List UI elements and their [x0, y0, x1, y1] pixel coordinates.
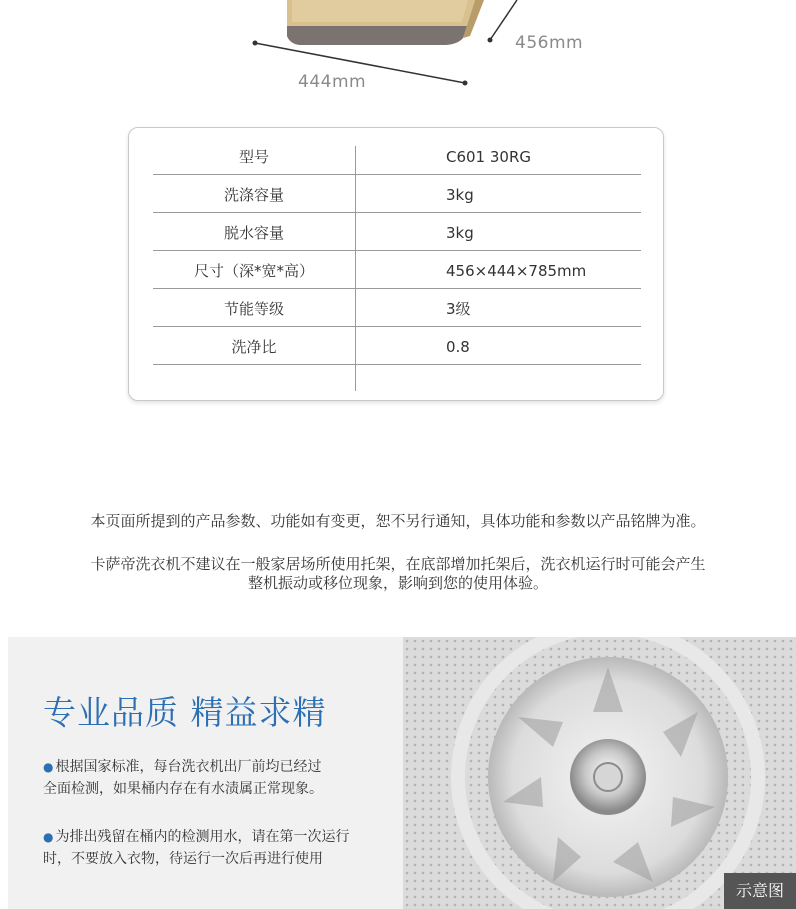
depth-line-end [488, 38, 493, 43]
bullet-text: 为排出残留在桶内的检测用水，请在第一次运行 [55, 829, 350, 845]
spec-value: 3级 [446, 300, 471, 318]
depth-line [490, 0, 517, 40]
bullet-text: 根据国家标准，每台洗衣机出厂前均已经过 [55, 759, 322, 775]
spec-key: 型号 [238, 148, 269, 166]
spec-row [153, 213, 641, 251]
bullet-item-first-run [43, 826, 423, 870]
notice-bracket-line1: 卡萨帝洗衣机不建议在一般家居场所使用托架，在底部增加托架后，洗衣机运行时可能会产生 [90, 555, 706, 573]
drum-photo [403, 637, 796, 909]
notice-bracket-warning [40, 555, 756, 593]
spec-row [153, 175, 641, 213]
spec-key: 尺寸（深*宽*高） [193, 262, 314, 280]
spec-key: 洗净比 [231, 338, 277, 356]
spec-value: 0.8 [446, 338, 470, 356]
spec-table [128, 127, 664, 401]
spec-key: 脱水容量 [223, 224, 284, 242]
spec-value: 3kg [446, 186, 474, 204]
bullet-dot-icon: ● [43, 830, 54, 844]
dimension-diagram [0, 0, 796, 110]
depth-label: 456mm [515, 33, 584, 53]
drum-illustration [403, 637, 796, 909]
washer-base [287, 26, 467, 45]
photo-caption: 示意图 [724, 873, 796, 909]
banner-title: 专业品质 精益求精 [43, 693, 327, 732]
pulsator-screw [594, 763, 622, 791]
spec-row [153, 137, 641, 175]
spec-value: C601 30RG [446, 148, 532, 166]
bullet-text: 时，不要放入衣物，待运行一次后再进行使用 [43, 851, 323, 867]
spec-row [153, 251, 641, 289]
bullet-dot-icon: ● [43, 760, 54, 774]
spec-key: 洗涤容量 [223, 186, 284, 204]
washer-dimension-illustration [0, 0, 796, 110]
spec-value: 3kg [446, 224, 474, 242]
width-line-start [253, 41, 258, 46]
quality-banner [8, 637, 796, 909]
spec-row [153, 289, 641, 327]
width-label: 444mm [298, 72, 367, 92]
spec-key [153, 365, 355, 403]
spec-row [153, 365, 641, 403]
bullet-item-inspection [43, 756, 423, 800]
spec-row [153, 327, 641, 365]
bullet-text: 全面检测，如果桶内存在有水渍属正常现象。 [43, 781, 323, 797]
spec-key: 节能等级 [223, 300, 284, 318]
notice-bracket-line2: 整机振动或移位现象，影响到您的使用体验。 [247, 574, 548, 592]
washer-highlight [292, 0, 468, 22]
notice-disclaimer: 本页面所提到的产品参数、功能如有变更，恕不另行通知，具体功能和参数以产品铭牌为准。 [90, 512, 706, 530]
width-line-end [463, 81, 468, 86]
spec-value: 456×444×785mm [446, 262, 587, 280]
